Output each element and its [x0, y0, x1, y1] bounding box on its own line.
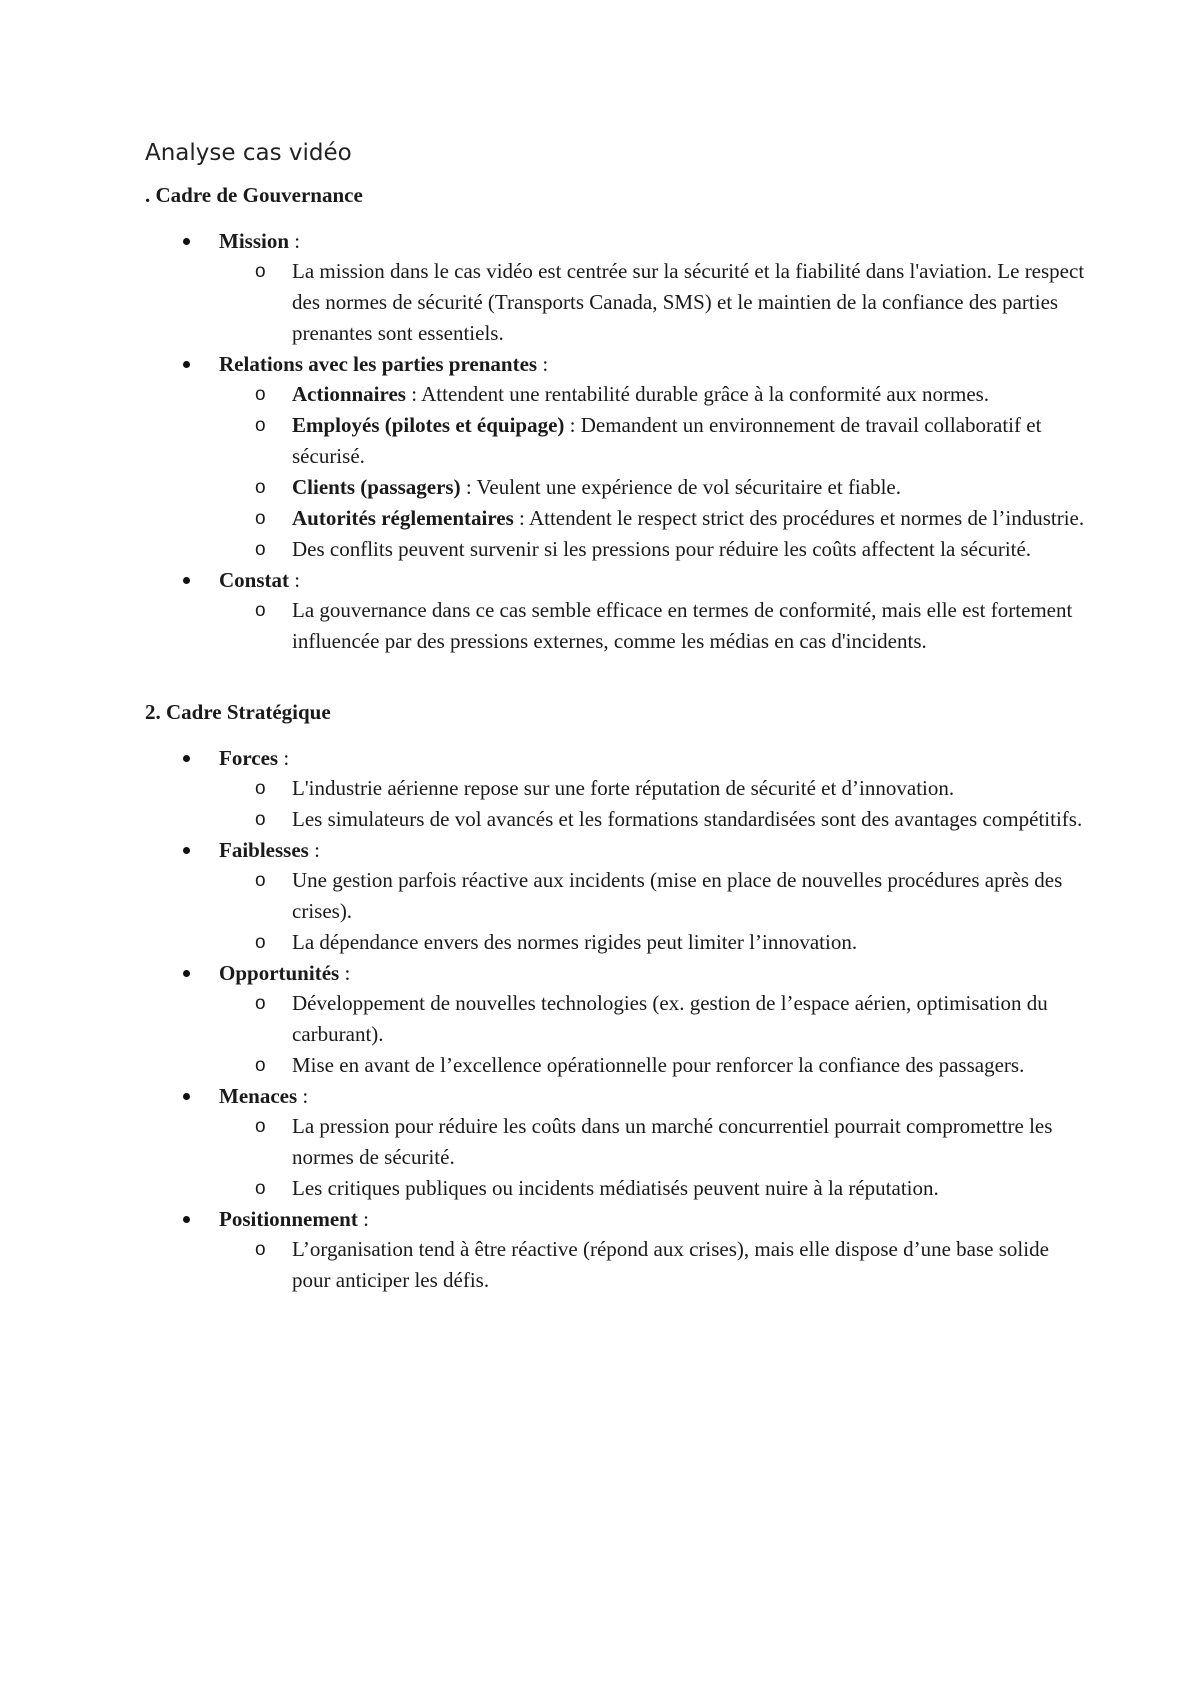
bullet-item-label: Opportunités	[219, 961, 340, 985]
bullet-item-heading	[219, 1204, 1085, 1234]
bullet-item-label: Menaces	[219, 1084, 298, 1108]
sub-list	[219, 379, 1085, 565]
section	[145, 697, 1085, 1296]
sub-item-text	[292, 475, 901, 499]
sub-list	[219, 256, 1085, 349]
bullet-item	[145, 565, 1085, 657]
sub-item-text	[292, 868, 1062, 923]
sub-list	[219, 1111, 1085, 1204]
document-body	[145, 140, 1085, 1296]
sub-list-item	[219, 472, 1085, 503]
sub-list-item	[219, 988, 1085, 1050]
sub-item-text	[292, 537, 1031, 561]
bullet-item	[145, 958, 1085, 1081]
bullet-item-heading	[219, 349, 1085, 379]
bullet-item-heading	[219, 743, 1085, 773]
sub-list-item	[219, 379, 1085, 410]
sub-item-body: : Attendent une rentabilité durable grâce à la conformité aux normes.	[405, 382, 990, 406]
circle-marker-icon: o	[255, 1116, 266, 1137]
section	[145, 180, 1085, 657]
bullet-dot-icon	[183, 577, 190, 584]
sub-list	[219, 595, 1085, 657]
sub-item-body: Une gestion parfois réactive aux incidents (mise en place de nouvelles procédures après des crises).	[292, 868, 1063, 923]
sub-item-body: Développement de nouvelles technologies (ex. gestion de l’espace aérien, optimisation du carburant).	[292, 991, 1048, 1046]
sub-item-body: : Attendent le respect strict des procédures et normes de l’industrie.	[513, 506, 1085, 530]
bullet-item	[145, 743, 1085, 835]
bullet-item-suffix: :	[278, 746, 290, 770]
bullet-item	[145, 1081, 1085, 1204]
sub-item-body: Des conflits peuvent survenir si les pressions pour réduire les coûts affectent la sécurité.	[292, 537, 1032, 561]
sub-list-item	[219, 595, 1085, 657]
sub-list-item	[219, 865, 1085, 927]
section-heading: 2. Cadre Stratégique	[145, 700, 331, 724]
circle-marker-icon: o	[255, 477, 266, 498]
sub-item-body: La mission dans le cas vidéo est centrée sur la sécurité et la fiabilité dans l'aviation. Le respect des normes de sécurité (Transports Canada, SMS) et le maintien de la confiance des parties prenantes sont essentiels.	[292, 259, 1085, 345]
sub-list	[219, 865, 1085, 958]
section-heading: . Cadre de Gouvernance	[145, 183, 363, 207]
bullet-item	[145, 835, 1085, 958]
sub-item-body: La gouvernance dans ce cas semble efficace en termes de conformité, mais elle est fortement influencée par des pressions externes, comme les médias en cas d'incidents.	[292, 598, 1073, 653]
sub-item-term: Actionnaires	[292, 382, 406, 406]
sub-item-text	[292, 1114, 1052, 1169]
sub-list-item	[219, 410, 1085, 472]
bullet-item	[145, 226, 1085, 349]
sub-item-term: Autorités réglementaires	[292, 506, 514, 530]
sub-list-item	[219, 1234, 1085, 1296]
sub-list-item	[219, 1173, 1085, 1204]
bullet-item-label: Forces	[219, 746, 279, 770]
circle-marker-icon: o	[255, 778, 266, 799]
bullet-item-suffix: :	[537, 352, 549, 376]
bullet-item	[145, 1204, 1085, 1296]
bullet-list	[145, 743, 1085, 1296]
sub-item-body: : Demandent un environnement de travail collaboratif et sécurisé.	[292, 413, 1042, 468]
bullet-dot-icon	[183, 755, 190, 762]
sub-item-term: Clients (passagers)	[292, 475, 461, 499]
bullet-item-suffix: :	[308, 838, 320, 862]
bullet-dot-icon	[183, 970, 190, 977]
bullet-dot-icon	[183, 361, 190, 368]
bullet-item-label: Mission	[219, 229, 290, 253]
sub-list-item	[219, 804, 1085, 835]
sub-item-term: Employés (pilotes et équipage)	[292, 413, 565, 437]
sub-item-text	[292, 259, 1084, 345]
bullet-item-heading	[219, 226, 1085, 256]
circle-marker-icon: o	[255, 870, 266, 891]
sub-list-item	[219, 927, 1085, 958]
sub-item-body: L’organisation tend à être réactive (répond aux crises), mais elle dispose d’une base solide pour anticiper les défis.	[292, 1237, 1049, 1292]
bullet-item	[145, 349, 1085, 565]
bullet-item-suffix: :	[339, 961, 351, 985]
sub-item-text	[292, 776, 954, 800]
sub-list-item	[219, 773, 1085, 804]
circle-marker-icon: o	[255, 261, 266, 282]
sub-item-body: L'industrie aérienne repose sur une forte réputation de sécurité et d’innovation.	[292, 776, 955, 800]
bullet-item-heading	[219, 565, 1085, 595]
bullet-item-heading	[219, 958, 1085, 988]
bullet-item-label: Constat	[219, 568, 290, 592]
bullet-item-label: Positionnement	[219, 1207, 358, 1231]
sub-item-text	[292, 1237, 1049, 1292]
sub-item-text	[292, 598, 1072, 653]
bullet-list	[145, 226, 1085, 657]
bullet-item-label: Faiblesses	[219, 838, 309, 862]
circle-marker-icon: o	[255, 539, 266, 560]
circle-marker-icon: o	[255, 1055, 266, 1076]
circle-marker-icon: o	[255, 600, 266, 621]
circle-marker-icon: o	[255, 1239, 266, 1260]
sub-item-text	[292, 506, 1084, 530]
sub-list	[219, 773, 1085, 835]
bullet-dot-icon	[183, 238, 190, 245]
circle-marker-icon: o	[255, 1178, 266, 1199]
circle-marker-icon: o	[255, 415, 266, 436]
bullet-item-label: Relations avec les parties prenantes	[219, 352, 538, 376]
circle-marker-icon: o	[255, 384, 266, 405]
sub-item-body: La pression pour réduire les coûts dans un marché concurrentiel pourrait compromettre les normes de sécurité.	[292, 1114, 1053, 1169]
bullet-item-suffix: :	[297, 1084, 309, 1108]
bullet-item-heading	[219, 835, 1085, 865]
sub-list	[219, 1234, 1085, 1296]
bullet-item-suffix: :	[357, 1207, 369, 1231]
sub-list-item	[219, 1111, 1085, 1173]
circle-marker-icon: o	[255, 508, 266, 529]
sub-item-body: Les simulateurs de vol avancés et les formations standardisées sont des avantages compétitifs.	[292, 807, 1083, 831]
circle-marker-icon: o	[255, 993, 266, 1014]
sub-item-body: : Veulent une expérience de vol sécuritaire et fiable.	[460, 475, 901, 499]
document-title: Analyse cas vidéo	[145, 140, 352, 166]
sub-item-body: Les critiques publiques ou incidents médiatisés peuvent nuire à la réputation.	[292, 1176, 939, 1200]
section-spacer	[145, 657, 1085, 697]
sub-item-text	[292, 930, 857, 954]
sub-item-text	[292, 991, 1048, 1046]
circle-marker-icon: o	[255, 809, 266, 830]
bullet-item-heading	[219, 1081, 1085, 1111]
sub-item-text	[292, 413, 1041, 468]
bullet-dot-icon	[183, 1093, 190, 1100]
circle-marker-icon: o	[255, 932, 266, 953]
sections-container	[145, 180, 1085, 1296]
sub-item-text	[292, 807, 1082, 831]
sub-list-item	[219, 256, 1085, 349]
sub-list-item	[219, 503, 1085, 534]
sub-item-text	[292, 1176, 939, 1200]
bullet-dot-icon	[183, 1216, 190, 1223]
sub-item-body: Mise en avant de l’excellence opérationnelle pour renforcer la confiance des passagers.	[292, 1053, 1025, 1077]
sub-item-text	[292, 382, 989, 406]
bullet-item-suffix: :	[289, 229, 301, 253]
bullet-dot-icon	[183, 847, 190, 854]
sub-list-item	[219, 1050, 1085, 1081]
sub-item-body: La dépendance envers des normes rigides peut limiter l’innovation.	[292, 930, 858, 954]
sub-list-item	[219, 534, 1085, 565]
sub-list	[219, 988, 1085, 1081]
sub-item-text	[292, 1053, 1024, 1077]
bullet-item-suffix: :	[289, 568, 301, 592]
